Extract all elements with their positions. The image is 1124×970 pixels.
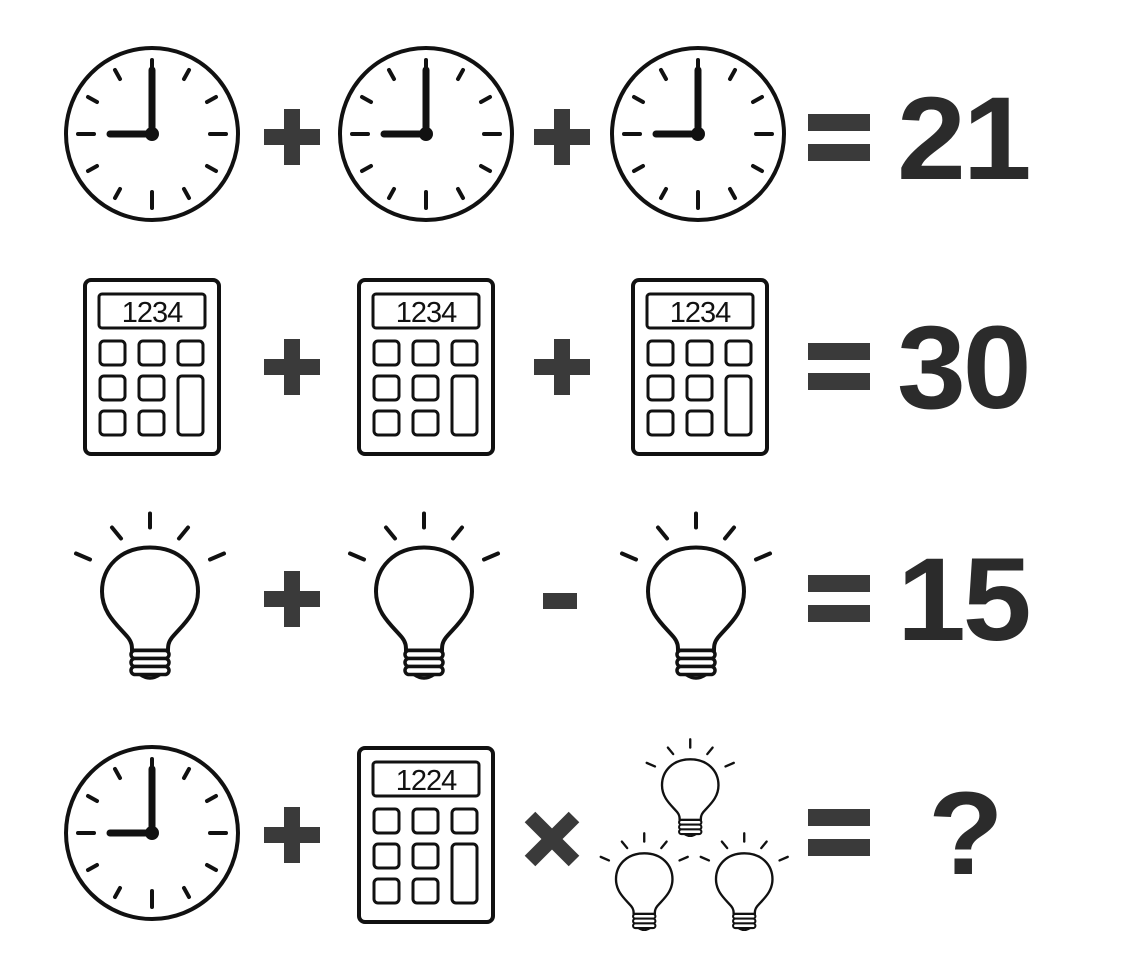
- lightbulb-icon: [596, 831, 696, 931]
- plus-icon: [262, 569, 322, 629]
- clock-icon: [608, 44, 788, 224]
- multiply-icon: [524, 811, 580, 867]
- calculator-display: 1234: [395, 297, 457, 329]
- plus-icon: [262, 805, 322, 865]
- lightbulb-icon: [342, 507, 512, 682]
- calculator-display: 1234: [121, 297, 183, 329]
- plus-icon: [532, 337, 592, 397]
- clock-icon: [62, 44, 242, 224]
- result-value: ?: [928, 768, 1001, 900]
- plus-icon: [262, 107, 322, 167]
- equals-icon: [808, 575, 870, 623]
- equation-row-4: [0, 735, 1124, 945]
- calculator-icon: [82, 277, 222, 457]
- lightbulb-icon: [642, 737, 742, 837]
- calculator-icon: [356, 277, 496, 457]
- plus-icon: [262, 337, 322, 397]
- calculator-icon: [630, 277, 770, 457]
- calculator-icon: [356, 745, 496, 925]
- plus-icon: [532, 107, 592, 167]
- lightbulb-group: [592, 735, 802, 940]
- equation-row-3: [0, 505, 1124, 690]
- equals-icon: [808, 114, 870, 162]
- lightbulb-icon: [696, 831, 796, 931]
- minus-icon: [543, 593, 577, 609]
- equation-row-2: [0, 275, 1124, 460]
- equals-icon: [808, 343, 870, 391]
- clock-icon: [62, 743, 242, 923]
- lightbulb-icon: [614, 507, 784, 682]
- equals-icon: [808, 809, 870, 857]
- result-value: 15: [897, 534, 1029, 666]
- calculator-display: 1224: [395, 765, 457, 797]
- lightbulb-icon: [68, 507, 238, 682]
- result-value: 30: [897, 302, 1029, 434]
- equation-row-1: [0, 40, 1124, 230]
- calculator-display: 1234: [669, 297, 731, 329]
- clock-icon: [336, 44, 516, 224]
- result-value: 21: [897, 73, 1029, 205]
